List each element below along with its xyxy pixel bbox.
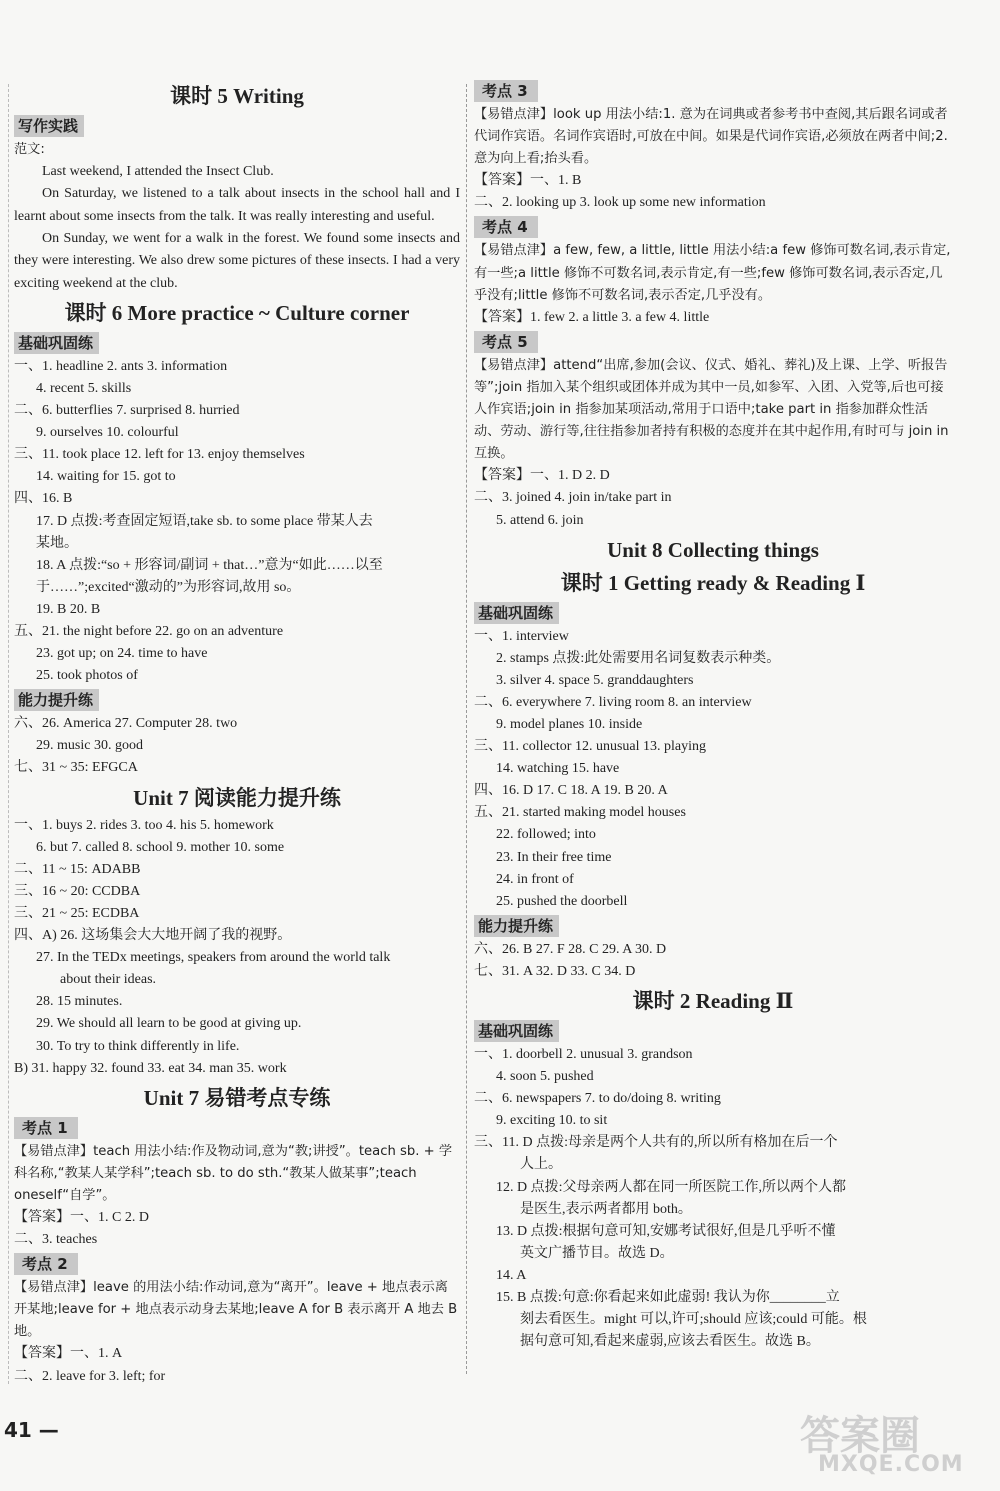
answer-line: 【答案】一、1. B: [474, 173, 582, 189]
key-point-label: 考点 5: [474, 331, 538, 353]
answer-line: 23. In their free time: [496, 849, 612, 865]
answer-line: 14. waiting for 15. got to: [36, 469, 176, 485]
answer-line: 二、2. leave for 3. left; for: [14, 1368, 166, 1384]
answer-line: 2. stamps 点拨:此处需要用名词复数表示种类。: [496, 650, 781, 666]
key-point-label: 考点 3: [474, 80, 538, 102]
answer-line: 七、31 ~ 35: EFGCA: [14, 760, 138, 776]
key-point-label: 考点 4: [474, 216, 538, 238]
column-divider: [466, 84, 467, 1374]
answer-line-continued: about their ideas.: [60, 972, 157, 988]
answer-line: 四、16. D 17. C 18. A 19. B 20. A: [474, 783, 668, 799]
answer-line: 29. We should all learn to be good at giving up.: [36, 1016, 302, 1032]
error-note: 【易错点津】leave 的用法小结:作动词,意为“离开”。leave + 地点表示离开某地;leave for + 地点表示动身去某地;leave A for B 表示离开 A 地去 B 地。: [14, 1280, 458, 1340]
answer-line-continued: 人上。: [520, 1157, 562, 1173]
section-header: 写作实践: [14, 115, 84, 137]
key-point-row: [474, 329, 952, 355]
error-note: 【易错点津】look up 用法小结:1. 意为在词典或者参考书中查阅,其后跟名词或者代词作宾语。名词作宾语时,可放在中间。如果是代词作宾语,必须放在两者中间;2. 意为向上看;抬头看。: [474, 107, 948, 167]
answer-line: 12. D 点拨:父母亲两人都在同一所医院工作,所以两个人都: [496, 1179, 846, 1195]
lesson-title: Unit 7 阅读能力提升练: [133, 785, 341, 810]
answer-line: 9. exciting 10. to sit: [496, 1113, 608, 1129]
error-note: 【易错点津】teach 用法小结:作及物动词,意为“教;讲授”。teach sb. + 学科名称,“教某人某学科”;teach sb. to do sth.“教某人做某事”;teach oneself“自学”。: [14, 1143, 453, 1203]
answer-line: 五、21. started making model houses: [474, 805, 686, 821]
answer-line: 14. A: [496, 1267, 527, 1283]
answer-line-continued: 是医生,表示两者都用 both。: [520, 1201, 692, 1217]
answer-line: 三、11. collector 12. unusual 13. playing: [474, 739, 706, 755]
section-header-row: [474, 600, 952, 626]
answer-line: 二、6. newspapers 7. to do/doing 8. writing: [474, 1091, 721, 1107]
answer-line: 30. To try to think differently in life.: [36, 1038, 240, 1054]
key-point-row: [474, 78, 952, 104]
answer-line: 二、3. joined 4. join in/take part in: [474, 490, 672, 506]
answer-line: 24. in front of: [496, 871, 574, 887]
section-header-row: [14, 330, 460, 356]
answer-line: B) 31. happy 32. found 33. eat 34. man 35. work: [14, 1060, 287, 1076]
answer-line: 18. A 点拨:“so + 形容词/副词 + that…”意为“如此……以至: [36, 557, 383, 573]
answer-line: 某地。: [36, 535, 78, 551]
answer-line-continued: 英文广播节目。故选 D。: [520, 1245, 674, 1261]
section-header-row: [14, 687, 460, 713]
section-header-row: [14, 113, 460, 139]
answer-line: 29. music 30. good: [36, 738, 143, 754]
answer-line: 25. took photos of: [36, 668, 138, 684]
answer-line: 一、1. headline 2. ants 3. information: [14, 358, 228, 374]
answer-line: 27. In the TEDx meetings, speakers from around the world talk: [36, 950, 391, 966]
left-column: [14, 78, 460, 1388]
answer-line: 19. B 20. B: [36, 601, 101, 617]
answer-line: 二、2. looking up 3. look up some new information: [474, 195, 766, 211]
section-header: 能力提升练: [14, 689, 99, 711]
answer-line: 一、1. doorbell 2. unusual 3. grandson: [474, 1047, 693, 1062]
error-note: 【易错点津】a few, few, a little, little 用法小结:a few 修饰可数名词,表示肯定,有一些;a little 修饰不可数名词,表示肯定,有一些;few 修饰可数名词,表示否定,几乎没有;little 修饰不可数名词,表示否定,几乎没有。: [474, 243, 951, 303]
model-essay: [14, 161, 460, 295]
section-header-row: [474, 1018, 952, 1044]
essay-paragraph: Last weekend, I attended the Insect Club.: [42, 164, 274, 180]
answer-line: 【答案】一、1. C 2. D: [14, 1209, 149, 1225]
lesson-title: 课时 6 More practice ~ Culture corner: [64, 300, 410, 325]
answer-line: 二、6. everywhere 7. living room 8. an interview: [474, 694, 752, 710]
lesson-title: 课时 1 Getting ready & Reading Ⅰ: [560, 570, 866, 595]
answer-line-continued: 刻去看医生。might 可以,许可;should 应该;could 可能。根: [520, 1312, 867, 1328]
answer-line: 六、26. B 27. F 28. C 29. A 30. D: [474, 941, 667, 957]
answer-line: 5. attend 6. join: [496, 512, 584, 528]
section-header: 基础巩固练: [474, 1020, 559, 1042]
lesson-title: 课时 2 Reading Ⅱ: [632, 989, 794, 1013]
section-header: 能力提升练: [474, 915, 559, 937]
essay-paragraph: On Sunday, we went for a walk in the forest. We found some insects and they were interesting. We also drew some pictures of these insects. I had a very exciting weekend at the club.: [14, 230, 460, 291]
answer-line: 二、3. teaches: [14, 1232, 98, 1248]
answer-line: 3. silver 4. space 5. granddaughters: [496, 672, 694, 688]
answer-line: 28. 15 minutes.: [36, 994, 123, 1010]
answer-line: 三、21 ~ 25: ECDBA: [14, 905, 140, 921]
answer-line: 于……”;excited“激动的”为形容词,故用 so。: [36, 579, 301, 595]
answer-line: 14. watching 15. have: [496, 761, 620, 777]
section-header-row: [474, 913, 952, 939]
answer-line: 四、A) 26. 这场集会大大地开阔了我的视野。: [14, 928, 292, 944]
answer-line: 五、21. the night before 22. go on an adventure: [14, 624, 284, 639]
answer-line: 四、16. B: [14, 491, 73, 507]
lesson-title: Unit 7 易错考点专练: [143, 1085, 331, 1110]
key-point-row: [14, 1251, 460, 1277]
section-header: 基础巩固练: [14, 332, 99, 354]
answer-line: 4. soon 5. pushed: [496, 1069, 594, 1085]
answer-line: 【答案】一、1. A: [14, 1346, 123, 1362]
answer-line: 二、11 ~ 15: ADABB: [14, 861, 141, 877]
answer-line: 七、31. A 32. D 33. C 34. D: [474, 963, 636, 979]
answer-line: 23. got up; on 24. time to have: [36, 646, 208, 662]
essay-paragraph: On Saturday, we listened to a talk about insects in the school hall and I learnt about some insects from the talk. It was really interesting and useful.: [14, 186, 460, 224]
answer-line: 15. B 点拨:句意:你看起来如此虚弱! 我认为你________立: [496, 1290, 840, 1306]
answer-line: 13. D 点拨:根据句意可知,安娜考试很好,但是几乎听不懂: [496, 1223, 836, 1239]
section-header: 基础巩固练: [474, 602, 559, 624]
answer-line: 【答案】一、1. D 2. D: [474, 468, 610, 484]
answer-line: 22. followed; into: [496, 827, 596, 843]
answer-line: 一、1. buys 2. rides 3. too 4. his 5. homework: [14, 817, 274, 833]
watermark-url: MXQE.COM: [818, 1452, 964, 1477]
key-point-label: 考点 1: [14, 1117, 78, 1139]
answer-line: 三、16 ~ 20: CCDBA: [14, 883, 141, 899]
lesson-title: 课时 5 Writing: [170, 84, 304, 108]
watermark-logo: 答案圈: [800, 1413, 920, 1459]
key-point-label: 考点 2: [14, 1253, 78, 1275]
answer-line: 三、11. took place 12. left for 13. enjoy themselves: [14, 447, 305, 463]
answer-line: 9. model planes 10. inside: [496, 716, 643, 732]
answer-line: 9. ourselves 10. colourful: [36, 425, 179, 441]
error-note: 【易错点津】attend“出席,参加(会议、仪式、婚礼、葬礼)及上课、上学、听报告等”;join 指加入某个组织或团体并成为其中一员,如参军、入团、入党等,后也可接人作宾语;join in 指参加某项活动,常用于口语中;take part in 指参加群众性活动、劳动、游行等,往往指参加者持有积极的态度并在其中起作用,有时可与 join in 互换。: [474, 357, 949, 462]
answer-line: 二、6. butterflies 7. surprised 8. hurried: [14, 403, 240, 419]
answer-line: 六、26. America 27. Computer 28. two: [14, 716, 238, 732]
answer-line: 4. recent 5. skills: [36, 380, 132, 396]
key-point-row: [14, 1115, 460, 1141]
right-column: [474, 78, 952, 1353]
essay-label: 范文:: [14, 142, 45, 157]
answer-line-continued: 据句意可知,看起来虚弱,应该去看医生。故选 B。: [520, 1334, 820, 1350]
answer-line: 三、11. D 点拨:母亲是两个人共有的,所以所有格加在后一个: [474, 1135, 838, 1151]
answer-line: 25. pushed the doorbell: [496, 893, 628, 909]
lesson-title: Unit 8 Collecting things: [607, 537, 819, 562]
answer-line: 【答案】1. few 2. a little 3. a few 4. little: [474, 309, 710, 325]
answer-line: 17. D 点拨:考查固定短语,take sb. to some place 带某人去: [36, 513, 373, 529]
left-margin-rule: [8, 84, 9, 1384]
answer-line: 一、1. interview: [474, 628, 569, 644]
page-number: 41 —: [4, 1418, 59, 1442]
answer-line: 6. but 7. called 8. school 9. mother 10. some: [36, 839, 285, 855]
key-point-row: [474, 214, 952, 240]
